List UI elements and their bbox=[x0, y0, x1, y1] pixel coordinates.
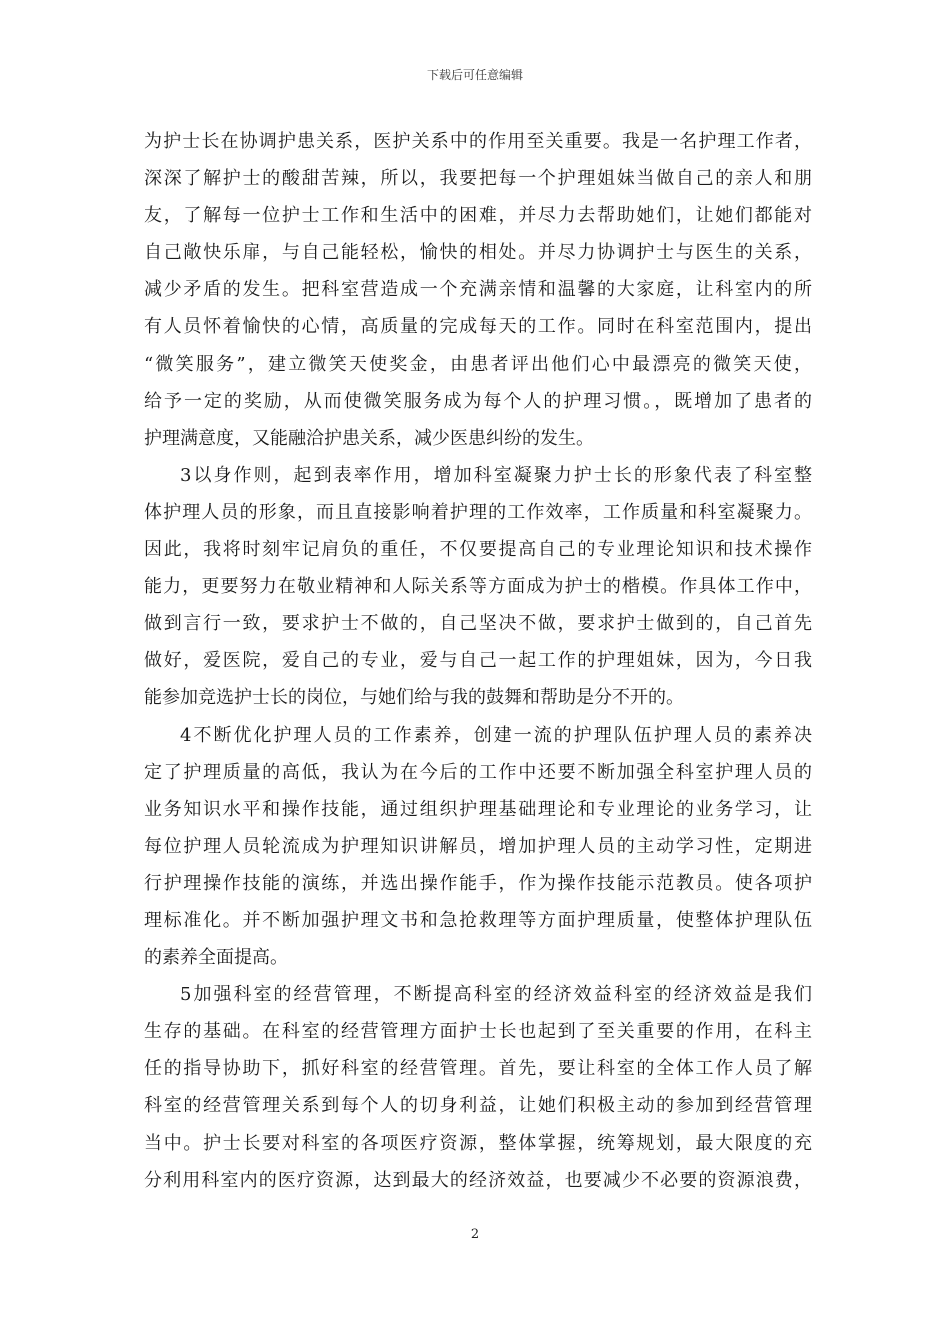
text-line: 分利用科室内的医疗资源，达到最大的经济效益，也要减少不必要的资源浪费， bbox=[144, 1169, 812, 1191]
text-line: 有人员怀着愉快的心情，高质量的完成每天的工作。同时在科室范围内，提出 bbox=[144, 316, 812, 338]
text-line: 体护理人员的形象，而且直接影响着护理的工作效率，工作质量和科室凝聚力。 bbox=[144, 501, 812, 523]
text-line: 理标准化。并不断加强护理文书和急抢救理等方面护理质量，使整体护理队伍 bbox=[144, 909, 812, 931]
text-line: 减少矛盾的发生。把科室营造成一个充满亲情和温馨的大家庭，让科室内的所 bbox=[144, 279, 812, 301]
body-text bbox=[144, 123, 812, 1199]
text-line: 定了护理质量的高低，我认为在今后的工作中还要不断加强全科室护理人员的 bbox=[144, 761, 812, 783]
text-line: 护理满意度，又能融洽护患关系，减少医患纠纷的发生。 bbox=[144, 427, 594, 449]
text-line: 行护理操作技能的演练，并选出操作能手，作为操作技能示范教员。使各项护 bbox=[144, 872, 812, 894]
text-line: 深深了解护士的酸甜苦辣，所以，我要把每一个护理姐妹当做自己的亲人和朋 bbox=[144, 168, 812, 190]
text-line: 科室的经营管理关系到每个人的切身利益，让她们积极主动的参加到经营管理 bbox=[144, 1095, 812, 1117]
text-line: 业务知识水平和操作技能，通过组织护理基础理论和专业理论的业务学习，让 bbox=[144, 798, 812, 820]
text-line: 自己敞快乐扉，与自己能轻松，愉快的相处。并尽力协调护士与医生的关系， bbox=[144, 242, 812, 264]
text-line: 每位护理人员轮流成为护理知识讲解员，增加护理人员的主动学习性，定期进 bbox=[144, 835, 812, 857]
text-line: 生存的基础。在科室的经营管理方面护士长也起到了至关重要的作用，在科主 bbox=[144, 1021, 812, 1043]
text-line: 5加强科室的经营管理，不断提高科室的经济效益科室的经济效益是我们 bbox=[180, 984, 812, 1006]
text-line: “微笑服务”，建立微笑天使奖金，由患者评出他们心中最漂亮的微笑天使， bbox=[144, 353, 812, 375]
page-header: 下载后可任意编辑 bbox=[426, 68, 523, 82]
text-line: 因此，我将时刻牢记肩负的重任，不仅要提高自己的专业理论知识和技术操作 bbox=[144, 539, 812, 561]
text-line: 做好，爱医院，爱自己的专业，爱与自己一起工作的护理姐妹，因为，今日我 bbox=[144, 650, 812, 672]
text-line: 给予一定的奖励，从而使微笑服务成为每个人的护理习惯。，既增加了患者的 bbox=[144, 390, 812, 412]
text-line: 当中。护士长要对科室的各项医疗资源，整体掌握，统筹规划，最大限度的充 bbox=[144, 1132, 812, 1154]
text-line: 4不断优化护理人员的工作素养，创建一流的护理队伍护理人员的素养决 bbox=[180, 724, 812, 746]
text-line: 能参加竞选护士长的岗位，与她们给与我的鼓舞和帮助是分不开的。 bbox=[144, 687, 684, 709]
text-line: 能力，更要努力在敬业精神和人际关系等方面成为护士的楷模。作具体工作中， bbox=[144, 576, 812, 598]
text-line: 做到言行一致，要求护士不做的，自己坚决不做，要求护士做到的，自己首先 bbox=[144, 613, 812, 635]
text-line: 3以身作则，起到表率作用，增加科室凝聚力护士长的形象代表了科室整 bbox=[180, 464, 812, 486]
text-line: 友，了解每一位护士工作和生活中的困难，并尽力去帮助她们，让她们都能对 bbox=[144, 205, 812, 227]
page-number: 2 bbox=[470, 1227, 480, 1242]
text-line: 为护士长在协调护患关系，医护关系中的作用至关重要。我是一名护理工作者， bbox=[144, 131, 812, 152]
text-line: 的素养全面提高。 bbox=[144, 947, 288, 969]
text-line: 任的指导协助下，抓好科室的经营管理。首先，要让科室的全体工作人员了解 bbox=[144, 1058, 812, 1080]
